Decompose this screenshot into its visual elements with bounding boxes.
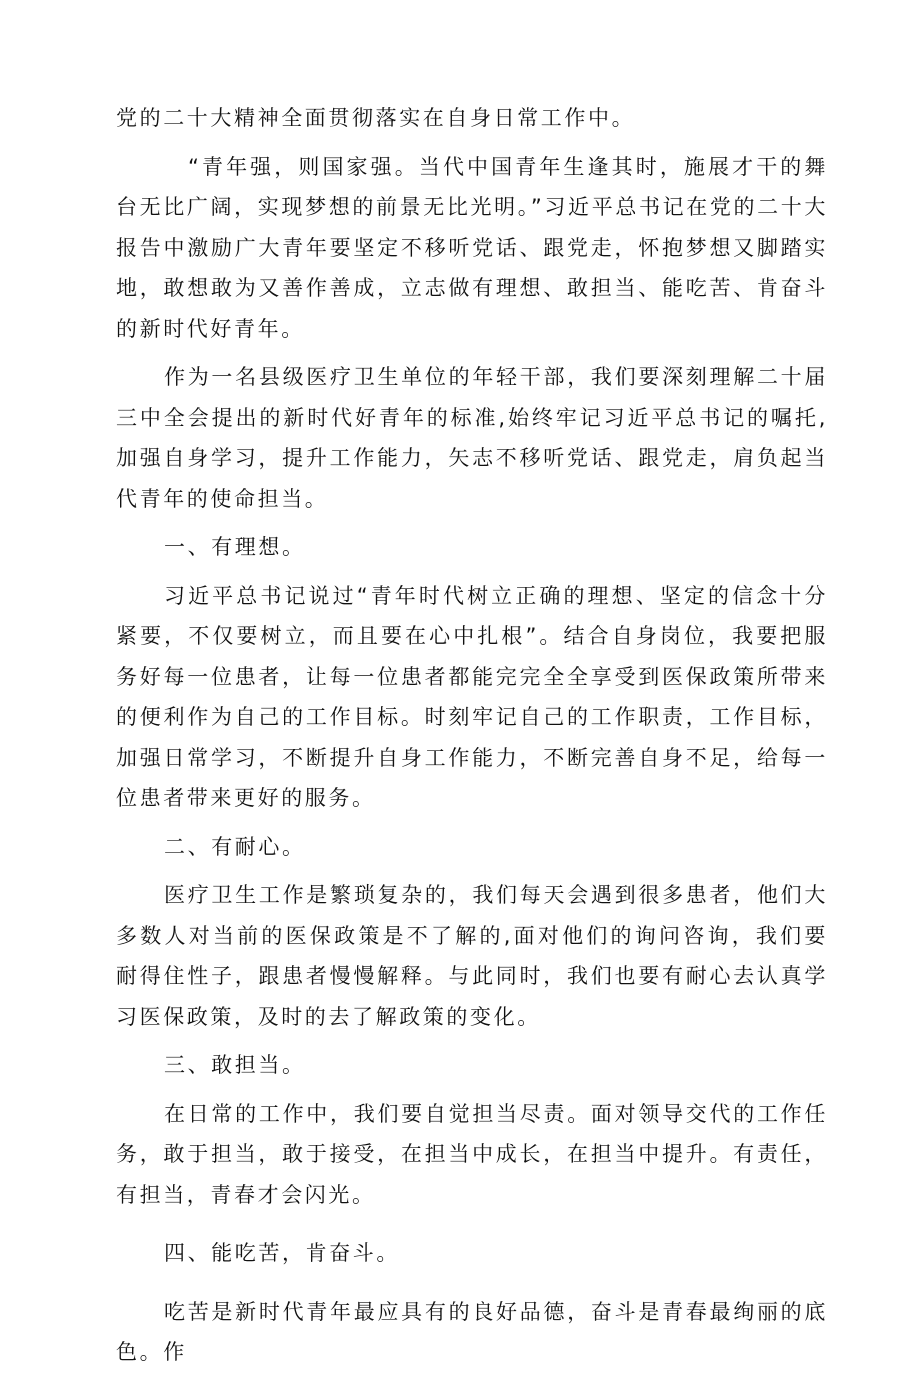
paragraph-ideals: 习近平总书记说过“青年时代树立正确的理想、坚定的信念十分紧要，不仅要树立，而且要在心中扎根”。结合自身岗位，我要把服务好每一位患者，让每一位患者都能完完全全享受到医保政策所带来的便利作为自己的工作目标。时刻牢记自己的工作职责，工作目标，加强日常学习，不断提升自身工作能力，不断完善自身不足，给每一位患者带来更好的服务。 bbox=[116, 583, 828, 810]
paragraph-continuation: 党的二十大精神全面贯彻落实在自身日常工作中。 bbox=[116, 106, 636, 130]
section-heading-hardwork: 四、能吃苦，肯奋斗。 bbox=[164, 1241, 400, 1265]
section-heading-patience: 二、有耐心。 bbox=[164, 834, 306, 859]
paragraph-patience: 医疗卫生工作是繁琐复杂的，我们每天会遇到很多患者，他们大多数人对当前的医保政策是不了解的,面对他们的询问咨询，我们要耐得住性子，跟患者慢慢解释。与此同时，我们也要有耐心去认真学习医保政策，及时的去了解政策的变化。 bbox=[116, 883, 828, 1029]
section-heading-responsibility: 三、敢担当。 bbox=[164, 1053, 306, 1077]
paragraph-quote: “青年强，则国家强。当代中国青年生逢其时，施展才干的舞台无比广阔，实现梦想的前景无比光明。”习近平总书记在党的二十大报告中激励广大青年要坚定不移听党话、跟党走，怀抱梦想又脚踏实地，敢想敢为又善作善成，立志做有理想、敢担当、能吃苦、肯奋斗的新时代好青年。 bbox=[116, 154, 828, 341]
paragraph-hardwork: 吃苦是新时代青年最应具有的良好品德，奋斗是青春最绚丽的底色。作 bbox=[116, 1299, 828, 1364]
paragraph-intro: 作为一名县级医疗卫生单位的年轻干部，我们要深刻理解二十届三中全会提出的新时代好青年的标准,始终牢记习近平总书记的嘱托,加强自身学习，提升工作能力，矢志不移听党话、跟党走，肩负起当代青年的使命担当。 bbox=[116, 365, 828, 511]
section-heading-ideals: 一、有理想。 bbox=[164, 535, 306, 559]
paragraph-responsibility: 在日常的工作中，我们要自觉担当尽责。面对领导交代的工作任务，敢于担当，敢于接受，在担当中成长，在担当中提升。有责任，有担当，青春才会闪光。 bbox=[116, 1101, 828, 1207]
document-body bbox=[116, 98, 828, 1373]
